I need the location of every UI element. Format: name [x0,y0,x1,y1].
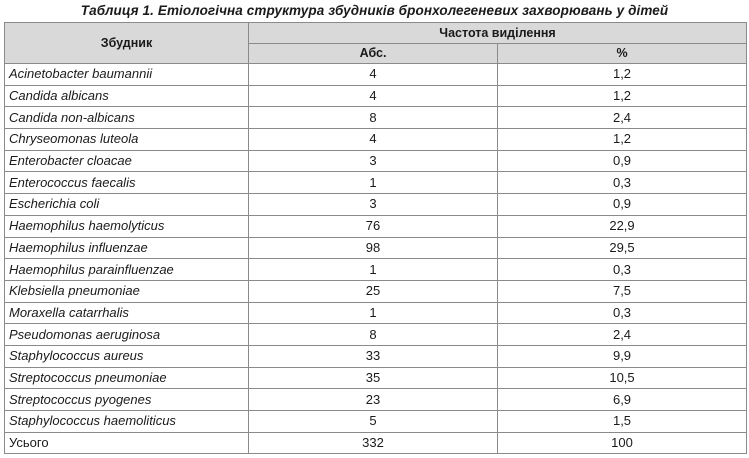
organism-name: Escherichia coli [5,194,249,216]
table-row [5,194,747,216]
header-frequency: Частота виділення [249,23,747,44]
abs-count: 25 [249,280,498,302]
organism-name: Candida albicans [5,85,249,107]
table-row [5,85,747,107]
table-row [5,324,747,346]
organism-name: Streptococcus pyogenes [5,389,249,411]
percent-value: 2,4 [498,107,747,129]
table-row [5,215,747,237]
percent-value: 1,5 [498,411,747,433]
pathogen-table [4,22,747,454]
table-row [5,280,747,302]
percent-value: 0,9 [498,194,747,216]
header-percent: % [498,44,747,64]
table-row [5,411,747,433]
table-row [5,345,747,367]
table-body [5,64,747,454]
table-row [5,389,747,411]
abs-count: 8 [249,107,498,129]
percent-value: 7,5 [498,280,747,302]
organism-name: Haemophilus haemolyticus [5,215,249,237]
organism-name: Klebsiella pneumoniae [5,280,249,302]
table-caption: Таблиця 1. Етіологічна структура збудників бронхолегеневих захворювань у дітей [80,3,669,18]
organism-name: Staphylococcus haemoliticus [5,411,249,433]
percent-value: 10,5 [498,367,747,389]
table-row [5,64,747,86]
total-row [5,432,747,454]
percent-value: 9,9 [498,345,747,367]
abs-count: 4 [249,129,498,151]
abs-count: 5 [249,411,498,433]
abs-count: 23 [249,389,498,411]
table-row [5,302,747,324]
table-row [5,172,747,194]
organism-name: Enterococcus faecalis [5,172,249,194]
abs-count: 1 [249,302,498,324]
table-row [5,259,747,281]
abs-count: 3 [249,194,498,216]
organism-name: Staphylococcus aureus [5,345,249,367]
abs-count: 1 [249,172,498,194]
organism-name: Pseudomonas aeruginosa [5,324,249,346]
abs-count: 98 [249,237,498,259]
percent-value: 1,2 [498,129,747,151]
organism-name: Haemophilus influenzae [5,237,249,259]
organism-name: Chryseomonas luteola [5,129,249,151]
abs-count: 33 [249,345,498,367]
abs-count: 35 [249,367,498,389]
abs-count: 4 [249,85,498,107]
table-row [5,237,747,259]
table-row [5,129,747,151]
abs-count: 8 [249,324,498,346]
percent-value: 0,9 [498,150,747,172]
total-percent: 100 [498,432,747,454]
percent-value: 0,3 [498,259,747,281]
percent-value: 0,3 [498,302,747,324]
organism-name: Haemophilus parainfluenzae [5,259,249,281]
percent-value: 29,5 [498,237,747,259]
organism-name: Moraxella catarrhalis [5,302,249,324]
organism-name: Candida non-albicans [5,107,249,129]
organism-name: Streptococcus pneumoniae [5,367,249,389]
abs-count: 4 [249,64,498,86]
header-organism: Збудник [5,23,249,64]
total-label: Усього [5,432,249,454]
percent-value: 22,9 [498,215,747,237]
table-header [5,23,747,64]
abs-count: 3 [249,150,498,172]
header-row-top [5,23,747,44]
header-abs: Абс. [249,44,498,64]
abs-count: 76 [249,215,498,237]
total-abs: 332 [249,432,498,454]
percent-value: 0,3 [498,172,747,194]
percent-value: 1,2 [498,64,747,86]
percent-value: 1,2 [498,85,747,107]
percent-value: 6,9 [498,389,747,411]
table-row [5,107,747,129]
table-row [5,367,747,389]
organism-name: Enterobacter cloacae [5,150,249,172]
abs-count: 1 [249,259,498,281]
table-row [5,150,747,172]
organism-name: Acinetobacter baumannii [5,64,249,86]
percent-value: 2,4 [498,324,747,346]
